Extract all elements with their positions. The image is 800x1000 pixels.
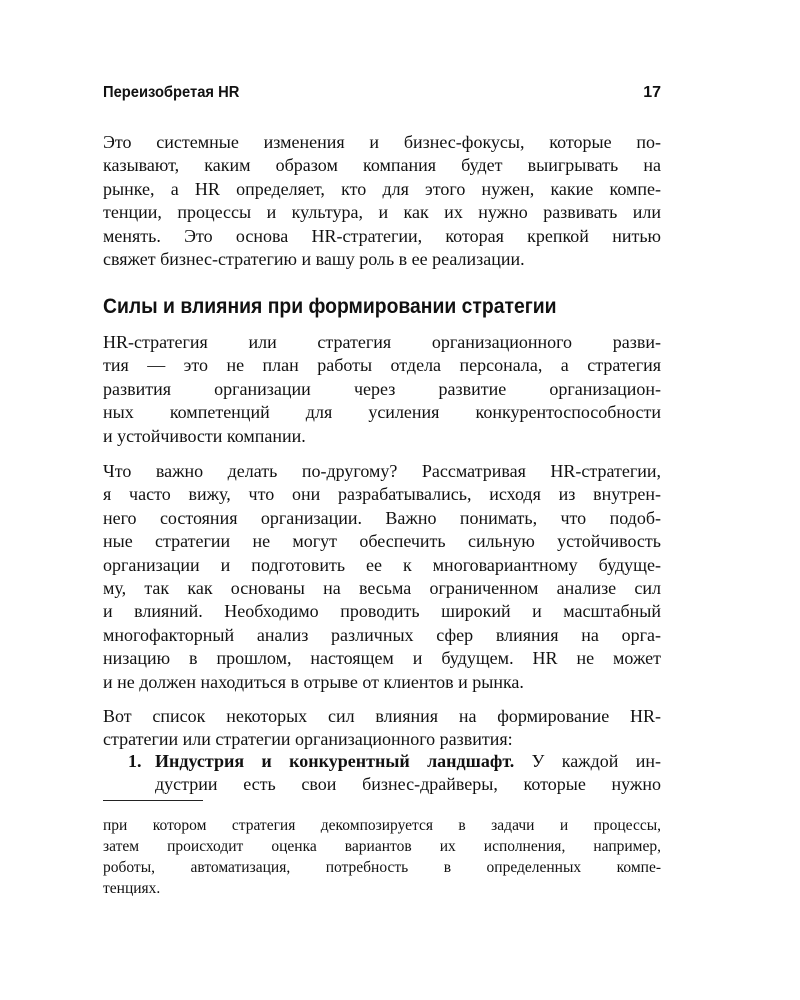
text-line: и не должен находиться в отрыве от клиентов и рынка. <box>103 671 524 692</box>
text-line: Вот список некоторых сил влияния на формирование HR- <box>103 706 661 726</box>
text-line: я часто вижу, что они разрабатывались, исходя из внутрен- <box>103 484 661 505</box>
text-line: низацию в прошлом, настоящем и будущем. HR не может <box>103 648 661 669</box>
section-heading: Силы и влияния при формировании стратегии <box>103 294 557 318</box>
paragraph-2 <box>103 331 661 448</box>
text-line: ные стратегии не могут обеспечить сильную устойчивость <box>103 531 661 552</box>
text-line: и устойчивости компании. <box>103 425 306 446</box>
text-line: дустрии есть свои бизнес-драйверы, которые нужно <box>155 774 661 795</box>
text-line: организации и подготовить ее к многовариантному будуще- <box>103 554 661 575</box>
text-line: HR-стратегия или стратегия организационного разви- <box>103 332 661 352</box>
text-line: рынке, а HR определяет, кто для этого нужен, какие компе- <box>103 178 661 199</box>
page-header <box>103 84 661 108</box>
list-item-text <box>155 750 661 797</box>
text-line: казывают, каким образом компания будет выигрывать на <box>103 155 661 176</box>
text-line: и влияний. Необходимо проводить широкий и масштабный <box>103 601 661 622</box>
text-line: тенциях. <box>103 880 161 897</box>
footnote-divider <box>103 800 203 801</box>
paragraph-4 <box>103 705 661 752</box>
text-line: развития организации через развитие организацион- <box>103 378 661 399</box>
text-line: роботы, автоматизация, потребность в определенных компе- <box>103 859 661 876</box>
text-line: Что важно делать по-другому? Рассматривая HR-стратегии, <box>103 461 661 481</box>
paragraph-1 <box>103 131 661 271</box>
text-line: многофакторный анализ различных сфер влияния на орга- <box>103 624 661 645</box>
text-line: тия — это не план работы отдела персонала, а стратегия <box>103 355 661 376</box>
text-line: му, так как основаны на весьма ограниченном анализе сил <box>103 578 661 599</box>
text-line: менять. Это основа HR-стратегии, которая крепкой нитью <box>103 225 661 246</box>
running-title: Переизобретая HR <box>103 84 240 101</box>
text-line: тенции, процессы и культура, и как их нужно развивать или <box>103 202 661 223</box>
text-line: свяжет бизнес-стратегию и вашу роль в ее реализации. <box>103 249 525 270</box>
footnote <box>103 815 661 899</box>
text-line: него состояния организации. Важно понимать, что подоб- <box>103 507 661 528</box>
text-line <box>155 750 661 773</box>
paragraph-3 <box>103 460 661 694</box>
text-line: Это системные изменения и бизнес-фокусы, которые по- <box>103 132 661 152</box>
list-number: 1. <box>128 751 142 771</box>
text-line: ных компетенций для усиления конкурентоспособности <box>103 402 661 423</box>
numbered-list-item <box>103 750 661 797</box>
text-line: при котором стратегия декомпозируется в задачи и процессы, <box>103 817 661 834</box>
page-number: 17 <box>643 84 661 101</box>
text-line: затем происходит оценка вариантов их исполнения, например, <box>103 838 661 855</box>
list-item-text-rest: У каждой ин- <box>514 751 661 771</box>
text-line: стратегии или стратегии организационного развития: <box>103 729 513 750</box>
book-page <box>103 0 661 1000</box>
list-item-term: Индустрия и конкурентный ландшафт. <box>155 751 515 771</box>
